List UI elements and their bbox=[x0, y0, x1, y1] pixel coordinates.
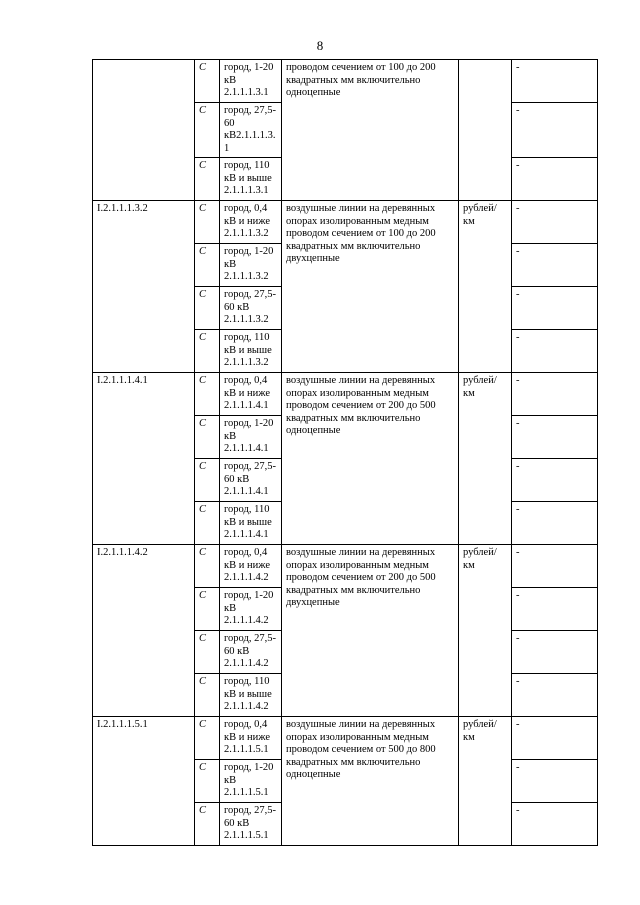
territory-cell: город, 1-20 кВ 2.1.1.1.4.2 bbox=[220, 588, 282, 631]
territory-cell: город, 27,5-60 кВ 2.1.1.1.5.1 bbox=[220, 803, 282, 846]
territory-letter: С bbox=[195, 502, 220, 545]
territory-cell: город, 0,4 кВ и ниже 2.1.1.1.5.1 bbox=[220, 717, 282, 760]
row-code: I.2.1.1.1.3.2 bbox=[93, 201, 195, 373]
tariff-table bbox=[92, 59, 598, 846]
description-cell: воздушные линии на деревянных опорах изолированным медным проводом сечением от 200 до 500 квадратных мм включительно одноцепные bbox=[282, 373, 459, 545]
unit-cell bbox=[459, 60, 512, 201]
territory-letter: С bbox=[195, 459, 220, 502]
description-cell: воздушные линии на деревянных опорах изолированным медным проводом сечением от 200 до 500 квадратных мм включительно двухцепные bbox=[282, 545, 459, 717]
territory-cell: город, 110 кВ и выше 2.1.1.1.3.2 bbox=[220, 330, 282, 373]
territory-letter: С bbox=[195, 330, 220, 373]
territory-cell: город, 0,4 кВ и ниже 2.1.1.1.3.2 bbox=[220, 201, 282, 244]
territory-letter: С bbox=[195, 60, 220, 103]
value-cell: - bbox=[512, 545, 598, 588]
description-cell: воздушные линии на деревянных опорах изолированным медным проводом сечением от 100 до 200 квадратных мм включительно двухцепные bbox=[282, 201, 459, 373]
unit-cell: рублей/км bbox=[459, 373, 512, 545]
row-code bbox=[93, 60, 195, 201]
value-cell: - bbox=[512, 103, 598, 158]
value-cell: - bbox=[512, 416, 598, 459]
territory-letter: С bbox=[195, 244, 220, 287]
territory-cell: город, 1-20 кВ 2.1.1.1.5.1 bbox=[220, 760, 282, 803]
value-cell: - bbox=[512, 588, 598, 631]
value-cell: - bbox=[512, 373, 598, 416]
territory-cell: город, 110 кВ и выше 2.1.1.1.4.2 bbox=[220, 674, 282, 717]
unit-cell: рублей/км bbox=[459, 545, 512, 717]
territory-letter: С bbox=[195, 588, 220, 631]
territory-letter: С bbox=[195, 717, 220, 760]
value-cell: - bbox=[512, 760, 598, 803]
territory-letter: С bbox=[195, 416, 220, 459]
value-cell: - bbox=[512, 803, 598, 846]
table-row bbox=[93, 373, 598, 416]
value-cell: - bbox=[512, 158, 598, 201]
row-code: I.2.1.1.1.4.2 bbox=[93, 545, 195, 717]
territory-letter: С bbox=[195, 201, 220, 244]
value-cell: - bbox=[512, 502, 598, 545]
territory-letter: С bbox=[195, 373, 220, 416]
territory-cell: город, 27,5-60 кВ 2.1.1.1.4.1 bbox=[220, 459, 282, 502]
territory-letter: С bbox=[195, 760, 220, 803]
territory-cell: город, 1-20 кВ 2.1.1.1.4.1 bbox=[220, 416, 282, 459]
value-cell: - bbox=[512, 60, 598, 103]
territory-letter: С bbox=[195, 803, 220, 846]
value-cell: - bbox=[512, 287, 598, 330]
territory-letter: С bbox=[195, 631, 220, 674]
territory-cell: город, 110 кВ и выше 2.1.1.1.3.1 bbox=[220, 158, 282, 201]
description-cell: проводом сечением от 100 до 200 квадратных мм включительно одноцепные bbox=[282, 60, 459, 201]
territory-cell: город, 0,4 кВ и ниже 2.1.1.1.4.1 bbox=[220, 373, 282, 416]
table-row bbox=[93, 717, 598, 760]
territory-cell: город, 27,5-60 кВ 2.1.1.1.3.2 bbox=[220, 287, 282, 330]
territory-letter: С bbox=[195, 287, 220, 330]
value-cell: - bbox=[512, 459, 598, 502]
table-row bbox=[93, 545, 598, 588]
unit-cell: рублей/км bbox=[459, 201, 512, 373]
value-cell: - bbox=[512, 631, 598, 674]
territory-cell: город, 27,5-60 кВ2.1.1.1.3.1 bbox=[220, 103, 282, 158]
territory-letter: С bbox=[195, 103, 220, 158]
description-cell: воздушные линии на деревянных опорах изолированным медным проводом сечением от 500 до 800 квадратных мм включительно одноцепные bbox=[282, 717, 459, 846]
value-cell: - bbox=[512, 244, 598, 287]
page-number: 8 bbox=[316, 38, 324, 53]
row-code: I.2.1.1.1.5.1 bbox=[93, 717, 195, 846]
territory-cell: город, 110 кВ и выше 2.1.1.1.4.1 bbox=[220, 502, 282, 545]
row-code: I.2.1.1.1.4.1 bbox=[93, 373, 195, 545]
territory-cell: город, 1-20 кВ 2.1.1.1.3.2 bbox=[220, 244, 282, 287]
value-cell: - bbox=[512, 674, 598, 717]
value-cell: - bbox=[512, 717, 598, 760]
unit-cell: рублей/км bbox=[459, 717, 512, 846]
territory-cell: город, 1-20 кВ 2.1.1.1.3.1 bbox=[220, 60, 282, 103]
value-cell: - bbox=[512, 330, 598, 373]
territory-letter: С bbox=[195, 545, 220, 588]
territory-cell: город, 0,4 кВ и ниже 2.1.1.1.4.2 bbox=[220, 545, 282, 588]
territory-letter: С bbox=[195, 674, 220, 717]
territory-letter: С bbox=[195, 158, 220, 201]
table-row bbox=[93, 201, 598, 244]
value-cell: - bbox=[512, 201, 598, 244]
territory-cell: город, 27,5-60 кВ 2.1.1.1.4.2 bbox=[220, 631, 282, 674]
table-row bbox=[93, 60, 598, 103]
